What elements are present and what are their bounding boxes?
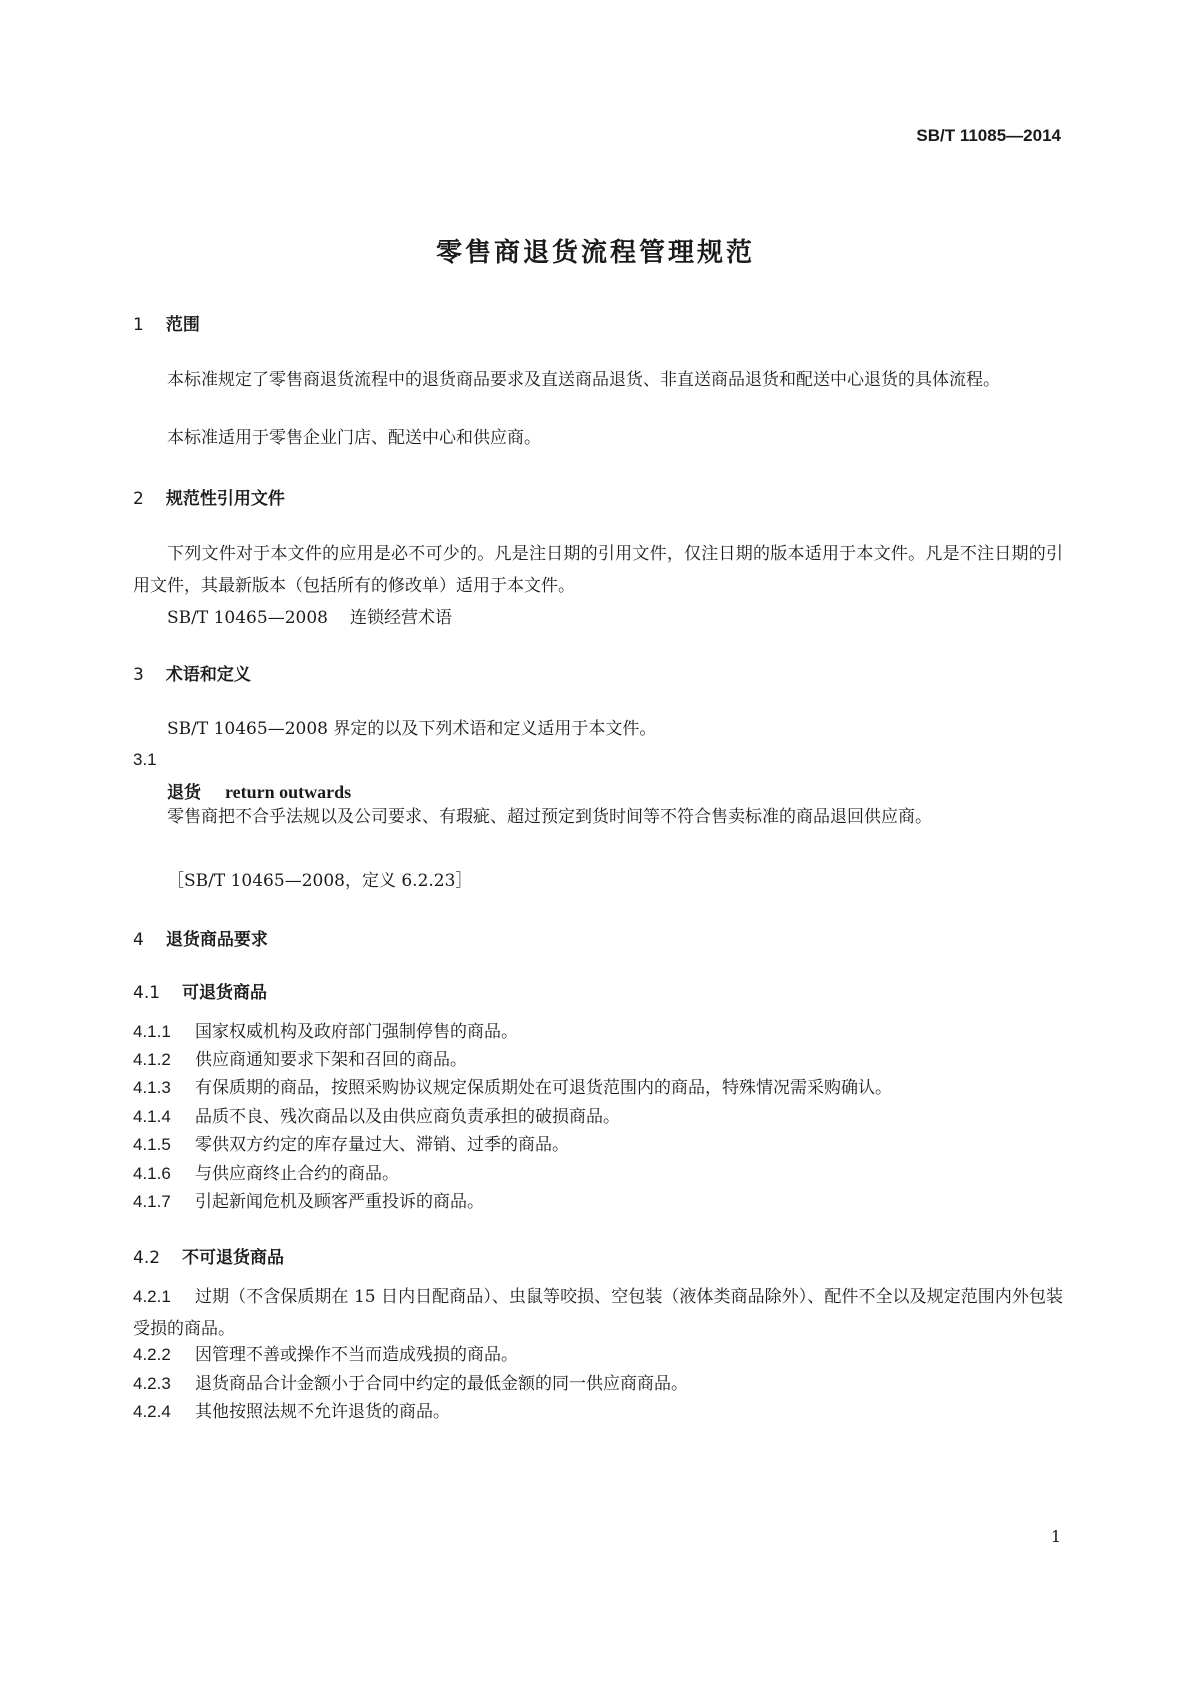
section-title: 退货商品要求 (165, 930, 268, 950)
item-text: 零供双方约定的库存量过大、滞销、过季的商品。 (195, 1135, 569, 1155)
list-item (133, 1339, 1063, 1371)
section-1-heading (133, 310, 200, 335)
standard-code: SB/T 11085—2014 (916, 126, 1061, 145)
term-source: ［SB/T 10465—2008，定义 6.2.23］ (167, 871, 473, 891)
subsection-4-1-heading (133, 978, 267, 1003)
reference-code: SB/T 10465—2008 (167, 608, 328, 628)
item-number: 4.1.2 (133, 1050, 171, 1069)
list-item (133, 1396, 1063, 1428)
section-number: 3 (133, 665, 144, 685)
section-title: 范围 (165, 315, 200, 335)
list-item (133, 1072, 1063, 1104)
section-number: 2 (133, 489, 144, 509)
item-number: 4.1.3 (133, 1078, 171, 1097)
item-text: 引起新闻危机及顾客严重投诉的商品。 (195, 1192, 484, 1212)
item-text: 供应商通知要求下架和召回的商品。 (195, 1050, 467, 1070)
document-title: 零售商退货流程管理规范 (435, 238, 755, 268)
term-chinese: 退货 (167, 783, 201, 803)
section-title: 规范性引用文件 (165, 489, 285, 509)
subsection-4-2-heading (133, 1243, 284, 1268)
item-text: 退货商品合计金额小于合同中约定的最低金额的同一供应商商品。 (195, 1374, 688, 1394)
item-number: 4.2.3 (133, 1374, 171, 1393)
section-2-heading (133, 484, 285, 509)
term-definition: 零售商把不合乎法规以及公司要求、有瑕疵、超过预定到货时间等不符合售卖标准的商品退回供应商。 (167, 807, 932, 827)
item-number: 4.2.2 (133, 1345, 171, 1364)
item-number: 4.1.6 (133, 1164, 171, 1183)
list-item (133, 1129, 1063, 1161)
list-item (133, 1281, 1063, 1345)
page-number: 1 (1050, 1527, 1061, 1546)
section-4-heading (133, 925, 268, 950)
list-item (133, 1186, 1063, 1218)
item-number: 4.1.1 (133, 1022, 171, 1041)
normative-reference (167, 603, 452, 628)
item-text: 有保质期的商品，按照采购协议规定保质期处在可退货范围内的商品，特殊情况需采购确认。 (195, 1078, 892, 1098)
subsection-title: 不可退货商品 (182, 1248, 285, 1268)
section-3-heading (133, 660, 251, 685)
item-number: 4.2.1 (133, 1287, 171, 1306)
item-text: 品质不良、残次商品以及由供应商负责承担的破损商品。 (195, 1107, 620, 1127)
item-number: 4.2.4 (133, 1402, 171, 1421)
section-2-paragraph: 下列文件对于本文件的应用是必不可少的。凡是注日期的引用文件，仅注日期的版本适用于本文件。凡是不注日期的引用文件，其最新版本（包括所有的修改单）适用于本文件。 (133, 544, 1063, 596)
section-1-paragraph-1: 本标准规定了零售商退货流程中的退货商品要求及直送商品退货、非直送商品退货和配送中心退货的具体流程。 (167, 370, 1000, 390)
term-number: 3.1 (133, 750, 157, 769)
item-text: 与供应商终止合约的商品。 (195, 1164, 399, 1184)
item-text: 过期（不含保质期在 15 日内日配商品）、虫鼠等咬损、空包装（液体类商品除外）、配件不全以及规定范围内外包装受损的商品。 (133, 1287, 1063, 1339)
item-number: 4.1.5 (133, 1135, 171, 1154)
section-number: 4 (133, 930, 144, 950)
item-text: 国家权威机构及政府部门强制停售的商品。 (195, 1022, 518, 1042)
section-title: 术语和定义 (165, 665, 251, 685)
reference-title: 连锁经营术语 (349, 608, 452, 628)
term-english: return outwards (225, 782, 352, 802)
section-number: 1 (133, 315, 144, 335)
item-text: 因管理不善或操作不当而造成残损的商品。 (195, 1345, 518, 1365)
subsection-number: 4.1 (133, 983, 161, 1003)
item-number: 4.1.7 (133, 1192, 171, 1211)
subsection-number: 4.2 (133, 1248, 161, 1268)
subsection-title: 可退货商品 (182, 983, 268, 1003)
term-entry (167, 778, 351, 803)
item-number: 4.1.4 (133, 1107, 171, 1126)
item-text: 其他按照法规不允许退货的商品。 (195, 1402, 450, 1422)
section-1-paragraph-2: 本标准适用于零售企业门店、配送中心和供应商。 (167, 428, 541, 448)
section-3-paragraph: SB/T 10465—2008 界定的以及下列术语和定义适用于本文件。 (167, 719, 657, 739)
